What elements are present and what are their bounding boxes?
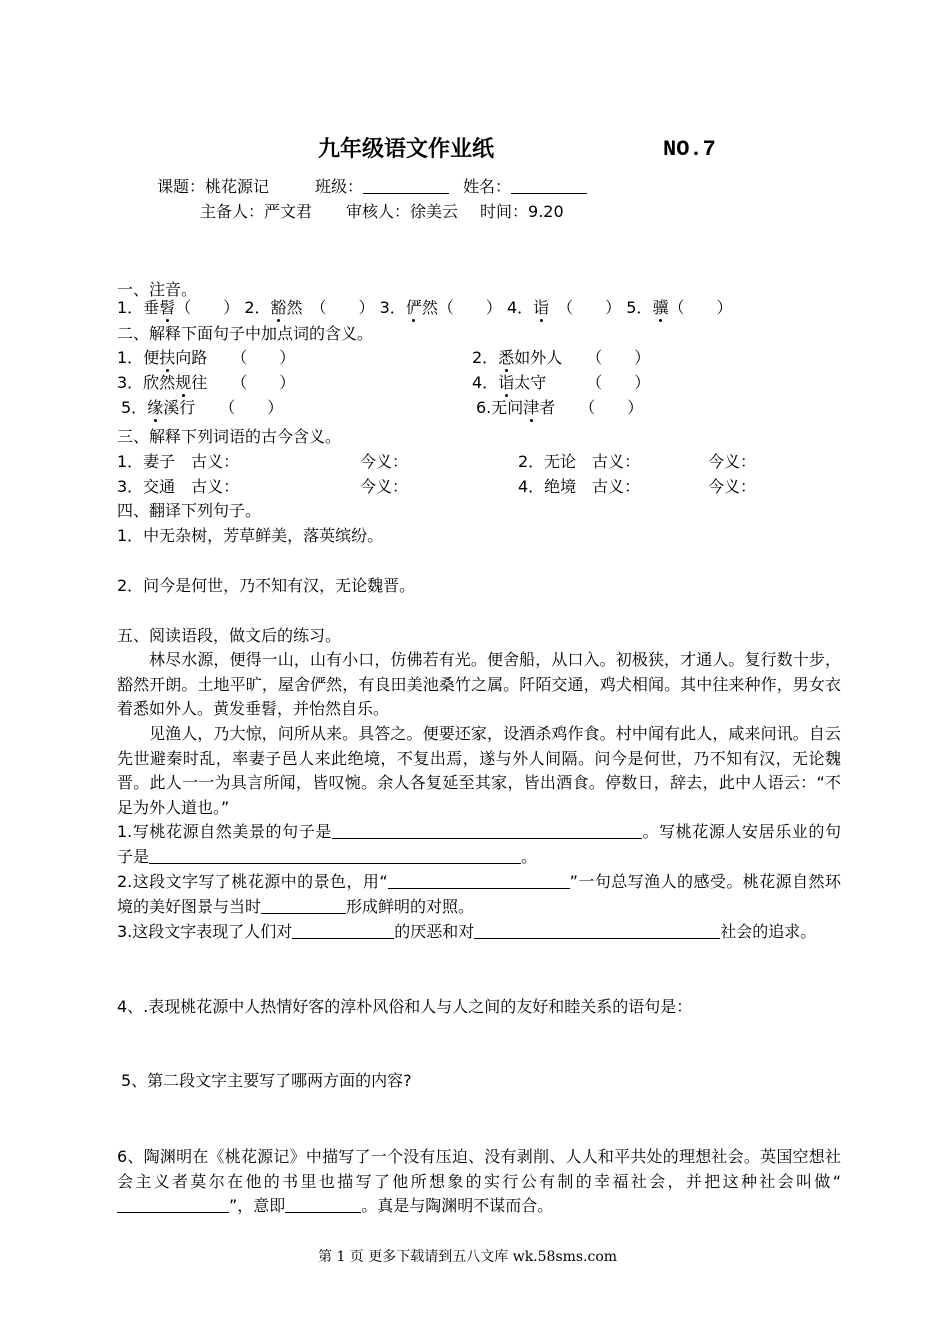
name-blank[interactable] [511,177,587,194]
passage-paragraph-1: 林尽水源，便得一山，山有小口，仿佛若有光。便舍船，从口入。初极狭，才通人。复行数十步，豁然开朗。土地平旷，屋舍俨然，有良田美池桑竹之属。阡陌交通，鸡犬相闻。其中往来种作，男女衣着悉如外人。黄发垂髫，并怡然自乐。 [117,650,841,719]
page-title: 九年级语文作业纸 [318,137,495,162]
class-blank[interactable] [363,177,449,194]
question-5: 5、第二段文字主要写了哪两方面的内容? [121,1071,412,1090]
section5-heading: 五、阅读语段，做文后的练习。 [117,626,342,645]
answer-blank[interactable] [388,872,570,889]
section4-heading: 四、翻译下列句子。 [117,501,262,520]
table-cell: 今义： [360,452,409,471]
page-footer: 第 1 页 更多下载请到五八文库 wk.58sms.com [318,1249,618,1265]
name-label: 姓名： [463,177,512,196]
table-cell: 今义： [360,477,409,496]
answer-blank[interactable] [117,1196,229,1213]
list-item: 2．悉如外人 （ ） [472,348,651,367]
staff-line [200,202,564,222]
item: 1．垂髫（ ） [117,298,240,317]
section1-heading: 一、注音。 [117,280,198,299]
list-item: 1．便扶向路 （ ） [117,348,296,367]
topic: 课题：桃花源记 [157,177,270,196]
list-item: 4．诣太守 （ ） [472,373,651,392]
answer-blank[interactable] [261,897,346,914]
section2-heading: 二、解释下面句子中加点词的含义。 [117,324,374,343]
class-label: 班级： [315,177,364,196]
question-6: 6、陶渊明在《桃花源记》中描写了一个没有压迫、没有剥削、人人和平共处的理想社会。英国空想社会主义者莫尔在他的书里也描写了他所想象的实行公有制的幸福社会，并把这种社会叫做“”，意即 。真是与陶渊明不谋而合。 [117,1147,841,1216]
table-cell: 今义： [708,477,757,496]
preparer: 主备人：严文君 [200,202,313,221]
passage-paragraph-2: 见渔人，乃大惊，问所从来。具答之。便要还家，设酒杀鸡作食。村中闻有此人，咸来问讯。自云先世避秦时乱，率妻子邑人来此绝境，不复出焉，遂与外人间隔。问今是何世，乃不知有汉，无论魏晋。此人一一为具言所闻，皆叹惋。余人各复延至其家，皆出酒食。停数日，辞去，此中人语云：“不足为外人道也。” [117,724,841,817]
item: 2．豁然 （ ） [244,298,375,317]
section1-items [117,298,732,318]
question-3: 3.这段文字表现了人们对 的厌恶和对 社会的追求。 [117,922,817,941]
sheet-number: NO.7 [663,137,716,162]
table-cell: 1．妻子 古义： [117,452,240,471]
time: 时间：9.20 [480,202,564,221]
answer-blank[interactable] [149,847,521,864]
question-4: 4、.表现桃花源中人热情好客的淳朴风俗和人与人之间的友好和睦关系的语句是： [117,997,693,1016]
list-item: 3．欣然规往 （ ） [117,373,296,392]
item: 4．诣 （ ） [506,298,622,317]
list-item: 2．问今是何世，乃不知有汉，无论魏晋。 [117,576,416,595]
table-cell: 3．交通 古义： [117,477,240,496]
answer-blank[interactable] [285,1196,361,1213]
answer-blank[interactable] [474,922,720,939]
table-cell: 4．绝境 古义： [518,477,641,496]
list-item: 5．缘溪行 （ ） [121,398,284,417]
answer-blank[interactable] [292,922,394,939]
section3-heading: 三、解释下列词语的古今含义。 [117,427,342,446]
table-cell: 今义： [708,452,757,471]
item: 3．俨然（ ） [379,298,502,317]
topic-line [157,177,587,197]
question-1: 1.写桃花源自然美景的句子是 。写桃花源人安居乐业的句子是 。 [117,822,841,866]
item: 5．骥（ ） [626,298,733,317]
table-cell: 2．无论 古义： [518,452,641,471]
list-item: 1．中无杂树，芳草鲜美，落英缤纷。 [117,526,384,545]
question-2: 2.这段文字写了桃花源中的景色，用“ ”一句总写渔人的感受。桃花源自然环境的美好图景与当时 形成鲜明的对照。 [117,872,842,916]
reviewer: 审核人：徐美云 [346,202,459,221]
list-item: 6.无问津者 （ ） [476,398,644,417]
answer-blank[interactable] [332,822,642,839]
